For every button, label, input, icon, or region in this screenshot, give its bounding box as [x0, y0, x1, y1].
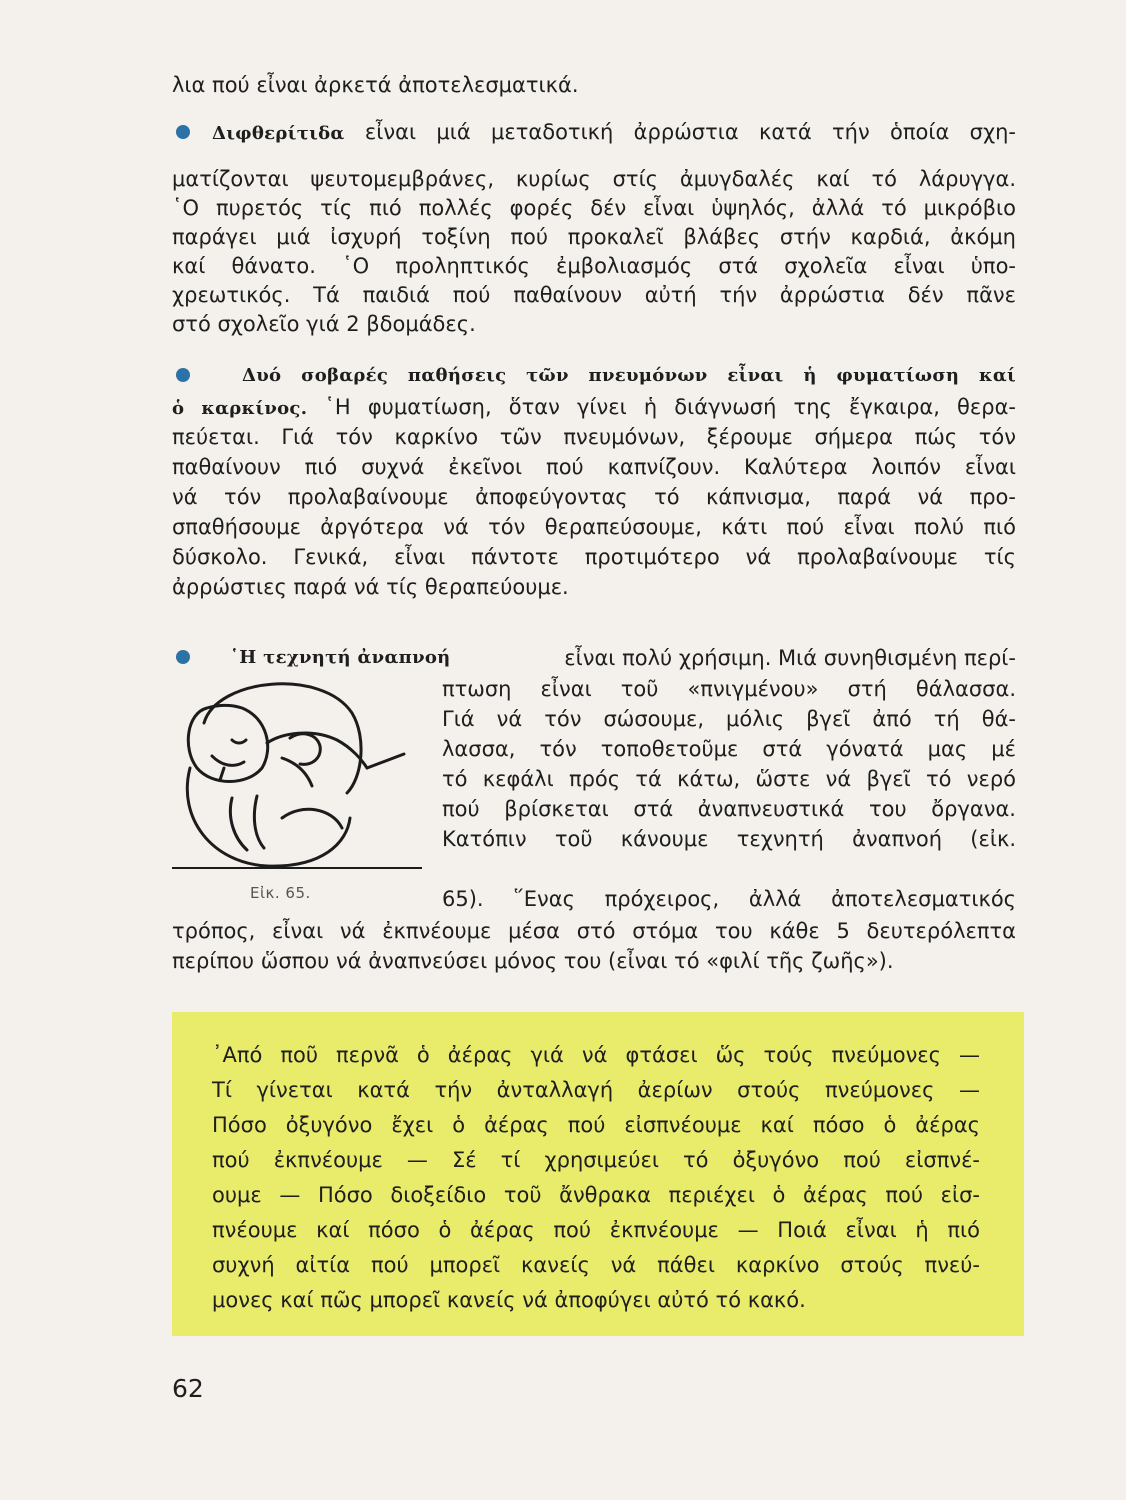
diphtheria-line-4: καί θάνατο. ῾Ο προληπτικός ἐμβολιασμός στά σχολεῖα εἶναι ὑπο-	[172, 254, 1016, 278]
respiration-wrapped-line-4: πού βρίσκεται στά ἀναπνευστικά του ὄργανα.	[442, 797, 1016, 821]
lungs-second-line	[172, 392, 1016, 424]
bullet-icon	[176, 125, 190, 139]
diphtheria-first-line	[212, 117, 1016, 149]
lungs-line-3: σπαθήσουμε ἀργότερα νά τόν θεραπεύσουμε, κάτι πού εἶναι πολύ πιό	[172, 515, 1016, 539]
respiration-wrapped-line-0: πτωση εἶναι τοῦ «πνιγμένου» στή θάλασσα.	[442, 677, 1016, 701]
figure-caption: Εἰκ. 65.	[250, 884, 311, 902]
lungs-line-4: δύσκολο. Γενικά, εἶναι πάντοτε προτιμότερο νά προλαβαίνουμε τίς	[172, 545, 1016, 569]
review-line-7: μονες καί πῶς μπορεῖ κανείς νά ἀποφύγει αὐτό τό κακό.	[212, 1288, 806, 1312]
diphtheria-line-5: χρεωτικός. Τά παιδιά πού παθαίνουν αὐτή τήν ἀρρώστια δέν πᾶνε	[172, 283, 1016, 307]
lungs-heading-line2: ὁ καρκίνος.	[172, 398, 308, 419]
artificial-respiration-figure	[172, 668, 422, 878]
respiration-wrapped-line-1: Γιά νά τόν σώσουμε, μόλις βγεῖ ἀπό τή θά-	[442, 707, 1016, 731]
review-line-1: Τί γίνεται κατά τήν ἀνταλλαγή ἀερίων στούς πνεύμονες —	[212, 1078, 980, 1102]
lungs-line-0: πεύεται. Γιά τόν καρκίνο τῶν πνευμόνων, ξέρουμε σήμερα πώς τόν	[172, 425, 1016, 449]
review-line-4: ουμε — Πόσο διοξείδιο τοῦ ἄνθρακα περιέχει ὁ ἀέρας πού εἰσ-	[212, 1183, 980, 1207]
diphtheria-line-0: εἶναι μιά μεταδοτική ἀρρώστια κατά τήν ὁποία σχη-	[364, 120, 1016, 144]
lungs-line-5: ἀρρώστιες παρά νά τίς θεραπεύουμε.	[172, 575, 569, 599]
respiration-full-line-0: τρόπος, εἶναι νά ἐκπνέουμε μέσα στό στόμα του κάθε 5 δευτερόλεπτα	[172, 919, 1016, 943]
lungs-heading-line1: Δυό σοβαρές παθήσεις τῶν πνευμόνων εἶναι ἡ φυματίωση καί	[242, 365, 1016, 386]
diphtheria-line-3: παράγει μιά ἰσχυρή τοξίνη πού προκαλεῖ βλάβες στήν καρδιά, ἀκόμη	[172, 225, 1016, 249]
respiration-heading: ῾Η τεχνητή ἀναπνοή	[230, 647, 451, 668]
review-line-6: συχνή αἰτία πού μπορεῖ κανείς νά πάθει καρκίνο στούς πνεύ-	[212, 1253, 980, 1277]
respiration-wrapped-line-2: λασσα, τόν τοποθετοῦμε στά γόνατά μας μέ	[442, 737, 1016, 761]
intro-line: λια πού εἶναι ἀρκετά ἀποτελεσματικά.	[172, 73, 579, 97]
bullet-icon	[176, 368, 190, 382]
review-line-5: πνέουμε καί πόσο ὁ ἀέρας πού ἐκπνέουμε — Ποιά εἶναι ἡ πιό	[212, 1218, 980, 1242]
lungs-line-2: νά τόν προλαβαίνουμε ἀποφεύγοντας τό κάπνισμα, παρά νά προ-	[172, 485, 1016, 509]
respiration-first-rest: εἶναι πολύ χρήσιμη. Μιά συνηθισμένη περί-	[564, 646, 1016, 670]
respiration-wrapped-line-5: Κατόπιν τοῦ κάνουμε τεχνητή ἀναπνοή (εἰκ.	[442, 827, 1016, 851]
review-line-2: Πόσο ὀξυγόνο ἔχει ὁ ἀέρας πού εἰσπνέουμε καί πόσο ὁ ἀέρας	[212, 1113, 980, 1137]
lungs-line2-rest: ῾Η φυματίωση, ὅταν γίνει ἡ διάγνωσή της ἔγκαιρα, θερα-	[324, 395, 1016, 419]
page-number: 62	[172, 1374, 204, 1403]
lungs-line-1: παθαίνουν πιό συχνά ἐκεῖνοι πού καπνίζουν. Καλύτερα λοιπόν εἶναι	[172, 455, 1016, 479]
diphtheria-line-2: ῾Ο πυρετός τίς πιό πολλές φορές δέν εἶναι ὑψηλός, ἀλλά τό μικρόβιο	[172, 196, 1016, 220]
diphtheria-line-1: ματίζονται ψευτομεμβράνες, κυρίως στίς ἀμυγδαλές καί τό λάρυγγα.	[172, 167, 1016, 191]
diphtheria-line-6: στό σχολεῖο γιά 2 βδομάδες.	[172, 312, 476, 336]
diphtheria-heading: Διφθερίτιδα	[212, 123, 345, 144]
review-line-3: πού ἐκπνέουμε — Σέ τί χρησιμεύει τό ὀξυγόνο πού εἰσπνέ-	[212, 1148, 980, 1172]
respiration-full-line-1: περίπου ὥσπου νά ἀναπνεύσει μόνος του (εἶναι τό «φιλί τῆς ζωῆς»).	[172, 949, 894, 973]
respiration-wrapped-line-3: τό κεφάλι πρός τά κάτω, ὥστε νά βγεῖ τό νερό	[442, 767, 1016, 791]
bullet-icon	[176, 650, 190, 664]
review-line-0: ᾿Από ποῦ περνᾶ ὁ ἀέρας γιά νά φτάσει ὥς τούς πνεύμονες —	[212, 1043, 980, 1067]
respiration-wrapped-line-6: 65). ῞Ενας πρόχειρος, ἀλλά ἀποτελεσματικός	[442, 887, 1016, 911]
